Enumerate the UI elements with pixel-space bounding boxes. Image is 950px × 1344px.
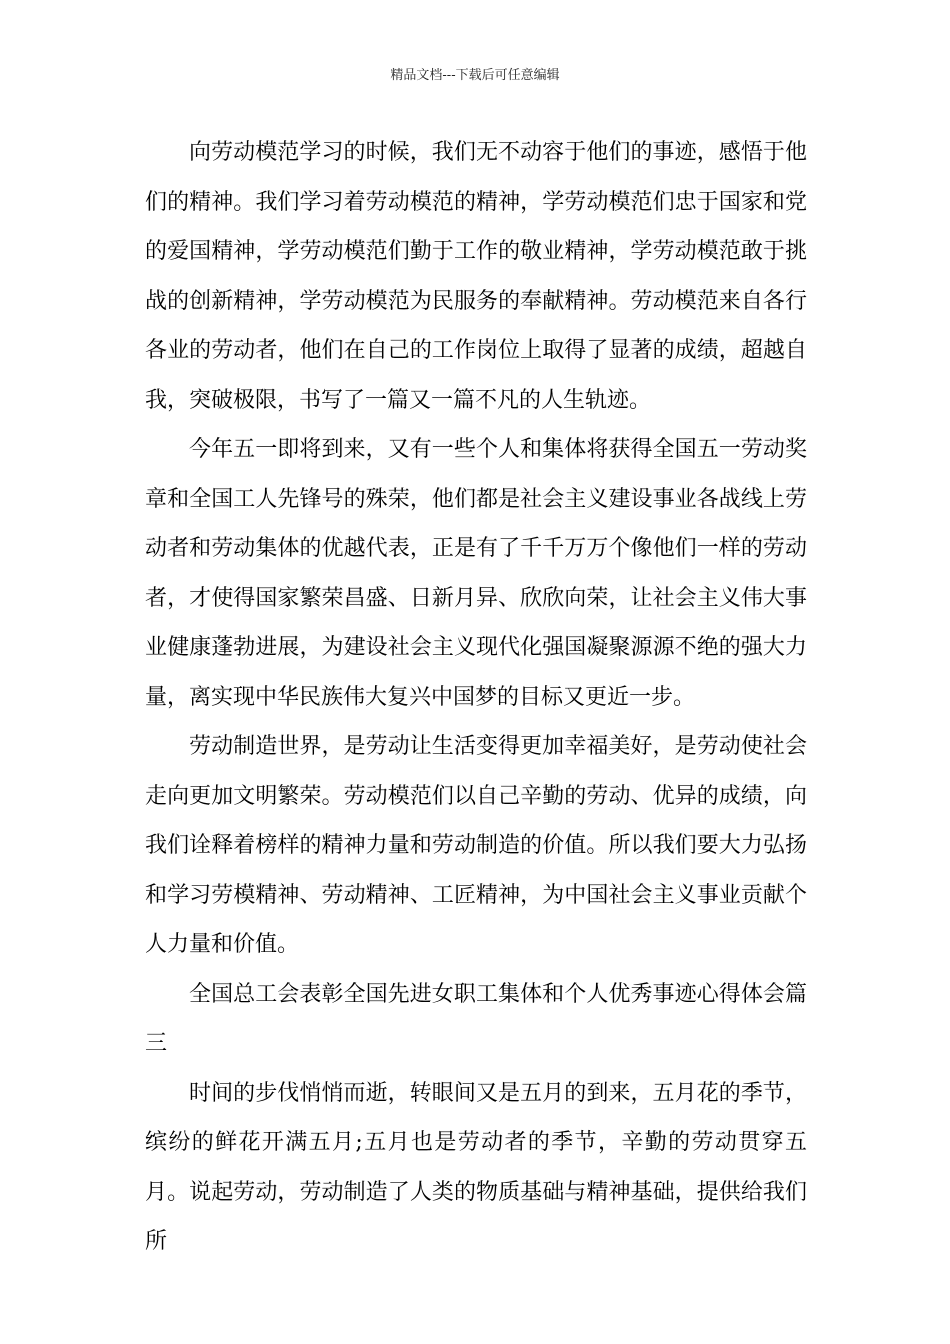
page-header: 精品文档---下载后可任意编辑: [390, 68, 560, 83]
section-title: 全国总工会表彰全国先进女职工集体和个人优秀事迹心得体会篇三: [145, 981, 807, 1056]
paragraph-4: 时间的步伐悄悄而逝，转眼间又是五月的到来，五月花的季节，缤纷的鲜花开满五月;五月也是劳动者的季节，辛勤的劳动贯穿五月。说起劳动，劳动制造了人类的物质基础与精神基础，提供给我们所: [145, 1080, 807, 1254]
paragraph-3: 劳动制造世界，是劳动让生活变得更加幸福美好，是劳动使社会走向更加文明繁荣。劳动模范们以自己辛勤的劳动、优异的成绩，向我们诠释着榜样的精神力量和劳动制造的价值。所以我们要大力弘扬和学习劳模精神、劳动精神、工匠精神，为中国社会主义事业贡献个人力量和价值。: [145, 734, 807, 957]
paragraph-1: 向劳动模范学习的时候，我们无不动容于他们的事迹，感悟于他们的精神。我们学习着劳动模范的精神，学劳动模范们忠于国家和党的爱国精神，学劳动模范们勤于工作的敬业精神，学劳动模范敢于挑战的创新精神，学劳动模范为民服务的奉献精神。劳动模范来自各行各业的劳动者，他们在自己的工作岗位上取得了显著的成绩，超越自我，突破极限，书写了一篇又一篇不凡的人生轨迹。: [145, 140, 807, 413]
document-body: [145, 128, 807, 1267]
paragraph-2: 今年五一即将到来，又有一些个人和集体将获得全国五一劳动奖章和全国工人先锋号的殊荣，他们都是社会主义建设事业各战线上劳动者和劳动集体的优越代表，正是有了千千万万个像他们一样的劳动者，才使得国家繁荣昌盛、日新月异、欣欣向荣，让社会主义伟大事业健康蓬勃进展，为建设社会主义现代化强国凝聚源源不绝的强大力量，离实现中华民族伟大复兴中国梦的目标又更近一步。: [145, 437, 807, 710]
